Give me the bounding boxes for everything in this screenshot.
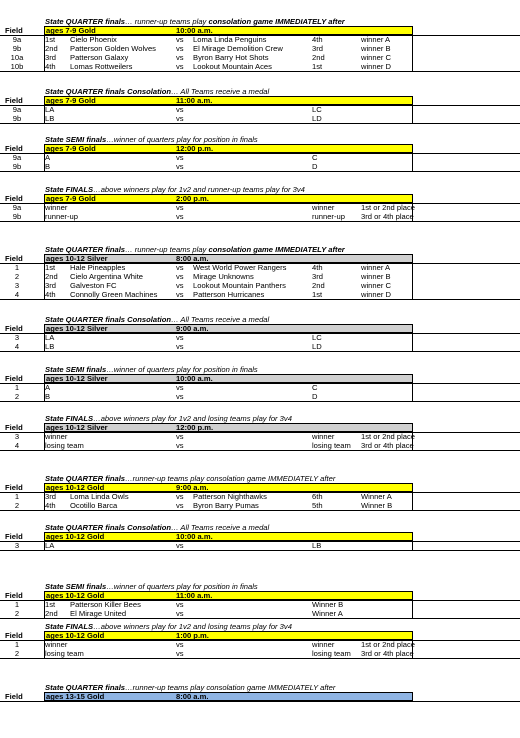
field-number: 4 [14, 290, 20, 299]
match-grid-border [44, 105, 413, 124]
opponent-seed-or-slot: 3rd [312, 272, 323, 281]
section-header-row [0, 532, 520, 541]
outcome-label: 3rd or 4th place [361, 441, 414, 450]
field-number: 2 [14, 649, 20, 658]
opponent-team-name: Mirage Unknowns [193, 272, 254, 281]
game-time: 8:00 a.m. [176, 692, 209, 701]
opponent-seed-or-slot: 1st [312, 290, 323, 299]
opponent-seed-or-slot: winner [312, 640, 335, 649]
section-title-note: …winner of quarters play for position in finals [106, 582, 258, 591]
section-title [45, 17, 345, 26]
opponent-seed-or-slot: Winner B [312, 600, 344, 609]
section-title [45, 315, 269, 324]
opponent-team-name: Byron Barry Pumas [193, 501, 259, 510]
team-name: Lomas Rottweilers [70, 62, 133, 71]
versus-label: vs [176, 609, 184, 618]
seed-or-slot: 4th [45, 501, 56, 510]
opponent-seed-or-slot: 4th [312, 35, 323, 44]
opponent-seed-or-slot: 5th [312, 501, 323, 510]
section-bottom-rule [0, 171, 520, 172]
team-name: Ocotillo Barca [70, 501, 118, 510]
field-number: 3 [14, 541, 20, 550]
versus-label: vs [176, 272, 184, 281]
versus-label: vs [176, 492, 184, 501]
opponent-seed-or-slot: LB [312, 541, 322, 550]
outcome-label: Winner A [361, 492, 392, 501]
outcome-label: winner B [361, 272, 391, 281]
age-group-label: ages 10-12 Silver [46, 423, 108, 432]
opponent-seed-or-slot: C [312, 153, 318, 162]
age-group-label: ages 10-12 Silver [46, 374, 108, 383]
age-group-label: ages 7-9 Gold [46, 96, 96, 105]
field-number: 9a [12, 35, 22, 44]
age-group-label: ages 7-9 Gold [46, 194, 96, 203]
section-title-main: State SEMI finals [45, 365, 107, 374]
opponent-seed-or-slot: losing team [312, 441, 351, 450]
section-bottom-rule [0, 123, 520, 124]
field-number: 3 [14, 333, 20, 342]
section-bottom-rule [0, 299, 520, 300]
field-column-header: Field [5, 423, 23, 432]
section-title-main: State FINALS [45, 414, 94, 423]
opponent-team-name: Patterson Nighthawks [193, 492, 267, 501]
outcome-label: winner C [361, 53, 391, 62]
match-grid-border [44, 600, 413, 619]
seed-or-slot: A [45, 383, 51, 392]
versus-label: vs [176, 441, 184, 450]
seed-or-slot: winner [45, 432, 68, 441]
age-group-band [44, 96, 413, 105]
section-title-note: … runner-up teams play [125, 17, 209, 26]
opponent-seed-or-slot: LC [312, 333, 322, 342]
section-title [45, 135, 258, 144]
seed-or-slot: B [45, 392, 51, 401]
age-group-band [44, 144, 413, 153]
section-title [45, 474, 335, 483]
field-number: 4 [14, 441, 20, 450]
opponent-seed-or-slot: losing team [312, 649, 351, 658]
game-time: 10:00 a.m. [176, 26, 213, 35]
outcome-label: winner D [361, 62, 391, 71]
opponent-seed-or-slot: 3rd [312, 44, 323, 53]
team-name: Galveston FC [70, 281, 117, 290]
versus-label: vs [176, 290, 184, 299]
section-bottom-rule [0, 658, 520, 659]
opponent-team-name: Patterson Hurricanes [193, 290, 265, 299]
match-grid-border [44, 333, 413, 352]
versus-label: vs [176, 153, 184, 162]
field-number: 9a [12, 105, 22, 114]
versus-label: vs [176, 640, 184, 649]
seed-or-slot: A [45, 153, 51, 162]
field-number: 9a [12, 203, 22, 212]
section-title-main: State QUARTER finals Consolation [45, 523, 172, 532]
age-group-band [44, 26, 413, 35]
field-column-header: Field [5, 591, 23, 600]
field-column-header: Field [5, 532, 23, 541]
team-name: Hale Pineapples [70, 263, 126, 272]
section-title-emphasis: consolation game IMMEDIATELY after [208, 245, 345, 254]
field-column-header: Field [5, 26, 23, 35]
seed-or-slot: winner [45, 640, 68, 649]
match-grid-border [44, 383, 413, 402]
field-number: 1 [14, 640, 20, 649]
versus-label: vs [176, 432, 184, 441]
age-group-label: ages 7-9 Gold [46, 144, 96, 153]
age-group-label: ages 13-15 Gold [46, 692, 105, 701]
age-group-band [44, 194, 413, 203]
seed-or-slot: winner [45, 203, 68, 212]
section-title [45, 622, 292, 631]
versus-label: vs [176, 600, 184, 609]
seed-or-slot: losing team [45, 441, 84, 450]
versus-label: vs [176, 44, 184, 53]
section-title-note: …runner-up teams play consolation game IMMEDIATELY after [125, 683, 336, 692]
field-column-header: Field [5, 631, 23, 640]
section-header-row [0, 324, 520, 333]
team-name: Cielo Argentina White [70, 272, 144, 281]
seed-or-slot: LB [45, 342, 55, 351]
versus-label: vs [176, 212, 184, 221]
age-group-label: ages 10-12 Gold [46, 631, 105, 640]
section-title-main: State QUARTER finals [45, 245, 126, 254]
versus-label: vs [176, 281, 184, 290]
field-number: 1 [14, 492, 20, 501]
outcome-label: winner D [361, 290, 391, 299]
section-bottom-rule [0, 71, 520, 72]
section-header-row [0, 591, 520, 600]
game-time: 11:00 a.m. [176, 591, 213, 600]
opponent-seed-or-slot: 2nd [312, 281, 325, 290]
outcome-label: winner C [361, 281, 391, 290]
opponent-team-name: West World Power Rangers [193, 263, 287, 272]
seed-or-slot: losing team [45, 649, 84, 658]
team-name: Patterson Galaxy [70, 53, 129, 62]
section-title [45, 185, 305, 194]
versus-label: vs [176, 333, 184, 342]
versus-label: vs [176, 62, 184, 71]
outcome-label: winner A [361, 35, 391, 44]
section-title-main: State FINALS [45, 185, 94, 194]
section-bottom-rule [0, 510, 520, 511]
team-name: Cielo Phoenix [70, 35, 117, 44]
section-title-note: …above winners play for 1v2 and losing teams play for 3v4 [93, 622, 292, 631]
field-number: 9b [12, 114, 22, 123]
section-header-row [0, 483, 520, 492]
section-header-row [0, 423, 520, 432]
section-header-row [0, 631, 520, 640]
versus-label: vs [176, 342, 184, 351]
match-grid-border [44, 492, 413, 511]
field-number: 3 [14, 432, 20, 441]
versus-label: vs [176, 392, 184, 401]
game-time: 12:00 p.m. [176, 423, 214, 432]
opponent-seed-or-slot: 1st [312, 62, 323, 71]
section-title-note: …winner of quarters play for position in finals [106, 365, 258, 374]
section-title-note: … All Teams receive a medal [171, 523, 270, 532]
section-title [45, 365, 258, 374]
seed-or-slot: runner-up [45, 212, 78, 221]
section-bottom-rule [0, 450, 520, 451]
outcome-label: 1st or 2nd place [361, 203, 416, 212]
opponent-seed-or-slot: 2nd [312, 53, 325, 62]
match-grid-border [44, 203, 416, 222]
field-number: 10a [10, 53, 24, 62]
opponent-seed-or-slot: 4th [312, 263, 323, 272]
team-name: El Mirage United [70, 609, 127, 618]
versus-label: vs [176, 263, 184, 272]
section-title [45, 245, 345, 254]
seed-or-slot: 3rd [45, 53, 56, 62]
field-column-header: Field [5, 194, 23, 203]
field-number: 9a [12, 153, 22, 162]
section-title-note: … All Teams receive a medal [171, 315, 270, 324]
section-header-row [0, 144, 520, 153]
field-column-header: Field [5, 96, 23, 105]
section-title-main: State QUARTER finals Consolation [45, 315, 172, 324]
section-title-note: … runner-up teams play [125, 245, 209, 254]
game-time: 11:00 a.m. [176, 96, 213, 105]
seed-or-slot: LA [45, 333, 55, 342]
opponent-seed-or-slot: D [312, 162, 318, 171]
field-number: 2 [14, 609, 20, 618]
section-header-row [0, 96, 520, 105]
outcome-label: winner B [361, 44, 391, 53]
field-number: 2 [14, 272, 20, 281]
opponent-seed-or-slot: 6th [312, 492, 323, 501]
section-header-row [0, 26, 520, 35]
seed-or-slot: LA [45, 541, 55, 550]
section-bottom-rule [0, 550, 520, 551]
seed-or-slot: LA [45, 105, 55, 114]
match-grid-border [44, 432, 416, 451]
section-bottom-rule [0, 618, 520, 619]
game-time: 9:00 a.m. [176, 324, 209, 333]
versus-label: vs [176, 383, 184, 392]
team-name: Patterson Killer Bees [70, 600, 141, 609]
section-title-main: State SEMI finals [45, 135, 107, 144]
age-group-label: ages 10-12 Gold [46, 532, 105, 541]
versus-label: vs [176, 35, 184, 44]
game-time: 2:00 p.m. [176, 194, 209, 203]
section-title-main: State QUARTER finals [45, 683, 126, 692]
age-group-label: ages 10-12 Gold [46, 483, 105, 492]
section-header-row [0, 692, 520, 701]
versus-label: vs [176, 649, 184, 658]
outcome-label: 1st or 2nd place [361, 640, 416, 649]
section-header-row [0, 374, 520, 383]
seed-or-slot: 4th [45, 290, 56, 299]
age-group-label: ages 10-12 Gold [46, 591, 105, 600]
team-name: Loma Linda Owls [70, 492, 129, 501]
field-number: 9b [12, 212, 22, 221]
seed-or-slot: B [45, 162, 51, 171]
match-grid-border [44, 263, 413, 300]
section-title [45, 87, 269, 96]
section-title-note: …runner-up teams play consolation game IMMEDIATELY after [125, 474, 336, 483]
seed-or-slot: LB [45, 114, 55, 123]
section-bottom-rule [0, 401, 520, 402]
age-group-label: ages 7-9 Gold [46, 26, 96, 35]
opponent-seed-or-slot: winner [312, 203, 335, 212]
seed-or-slot: 1st [45, 263, 56, 272]
section-title-note: …winner of quarters play for position in finals [106, 135, 258, 144]
opponent-team-name: Byron Barry Hot Shots [193, 53, 269, 62]
field-number: 10b [10, 62, 24, 71]
versus-label: vs [176, 541, 184, 550]
age-group-label: ages 10-12 Silver [46, 324, 108, 333]
seed-or-slot: 1st [45, 600, 56, 609]
section-title-main: State QUARTER finals [45, 474, 126, 483]
outcome-label: winner A [361, 263, 391, 272]
field-column-header: Field [5, 374, 23, 383]
match-grid-border [44, 153, 413, 172]
outcome-label: 1st or 2nd place [361, 432, 416, 441]
field-number: 2 [14, 501, 20, 510]
field-column-header: Field [5, 254, 23, 263]
field-number: 2 [14, 392, 20, 401]
age-group-label: ages 10-12 Silver [46, 254, 108, 263]
field-number: 1 [14, 263, 20, 272]
opponent-seed-or-slot: LD [312, 114, 322, 123]
game-time: 12:00 p.m. [176, 144, 214, 153]
game-time: 10:00 a.m. [176, 374, 213, 383]
versus-label: vs [176, 105, 184, 114]
outcome-label: Winner B [361, 501, 393, 510]
opponent-seed-or-slot: Winner A [312, 609, 343, 618]
field-number: 9b [12, 44, 22, 53]
opponent-team-name: Loma Linda Penguins [193, 35, 267, 44]
opponent-team-name: El Mirage Demolition Crew [193, 44, 283, 53]
section-header-row [0, 254, 520, 263]
seed-or-slot: 2nd [45, 44, 58, 53]
versus-label: vs [176, 203, 184, 212]
section-title-note: …above winners play for 1v2 and losing teams play for 3v4 [93, 414, 292, 423]
section-title-main: State QUARTER finals [45, 17, 126, 26]
section-title-emphasis: consolation game IMMEDIATELY after [208, 17, 345, 26]
section-header-row [0, 194, 520, 203]
field-number: 1 [14, 600, 20, 609]
team-name: Connolly Green Machines [70, 290, 158, 299]
section-title-note: …above winners play for 1v2 and runner-up teams play for 3v4 [93, 185, 305, 194]
game-time: 1:00 p.m. [176, 631, 209, 640]
match-grid-border [44, 35, 413, 72]
section-bottom-rule [0, 221, 520, 222]
versus-label: vs [176, 53, 184, 62]
section-title-main: State FINALS [45, 622, 94, 631]
section-title-main: State SEMI finals [45, 582, 107, 591]
opponent-seed-or-slot: LD [312, 342, 322, 351]
match-grid-border [44, 640, 416, 659]
section-title-note: … All Teams receive a medal [171, 87, 270, 96]
game-time: 9:00 a.m. [176, 483, 209, 492]
versus-label: vs [176, 114, 184, 123]
outcome-label: 3rd or 4th place [361, 212, 414, 221]
seed-or-slot: 2nd [45, 609, 58, 618]
section-title-main: State QUARTER finals Consolation [45, 87, 172, 96]
field-column-header: Field [5, 483, 23, 492]
field-column-header: Field [5, 324, 23, 333]
section-title [45, 683, 335, 692]
opponent-seed-or-slot: D [312, 392, 318, 401]
field-number: 9b [12, 162, 22, 171]
team-name: Patterson Golden Wolves [70, 44, 156, 53]
seed-or-slot: 4th [45, 62, 56, 71]
seed-or-slot: 1st [45, 35, 56, 44]
section-title [45, 582, 258, 591]
seed-or-slot: 3rd [45, 492, 56, 501]
field-number: 4 [14, 342, 20, 351]
section-title [45, 523, 269, 532]
opponent-seed-or-slot: LC [312, 105, 322, 114]
game-time: 8:00 a.m. [176, 254, 209, 263]
field-column-header: Field [5, 144, 23, 153]
field-number: 3 [14, 281, 20, 290]
opponent-seed-or-slot: winner [312, 432, 335, 441]
outcome-label: 3rd or 4th place [361, 649, 414, 658]
opponent-team-name: Lookout Mountain Panthers [193, 281, 286, 290]
field-number: 1 [14, 383, 20, 392]
field-column-header: Field [5, 692, 23, 701]
seed-or-slot: 2nd [45, 272, 58, 281]
opponent-seed-or-slot: runner-up [312, 212, 345, 221]
opponent-team-name: Lookout Mountain Aces [193, 62, 272, 71]
versus-label: vs [176, 162, 184, 171]
seed-or-slot: 3rd [45, 281, 56, 290]
header-bottom-rule [0, 701, 520, 702]
opponent-seed-or-slot: C [312, 383, 318, 392]
section-title [45, 414, 292, 423]
section-bottom-rule [0, 351, 520, 352]
versus-label: vs [176, 501, 184, 510]
game-time: 10:00 a.m. [176, 532, 213, 541]
